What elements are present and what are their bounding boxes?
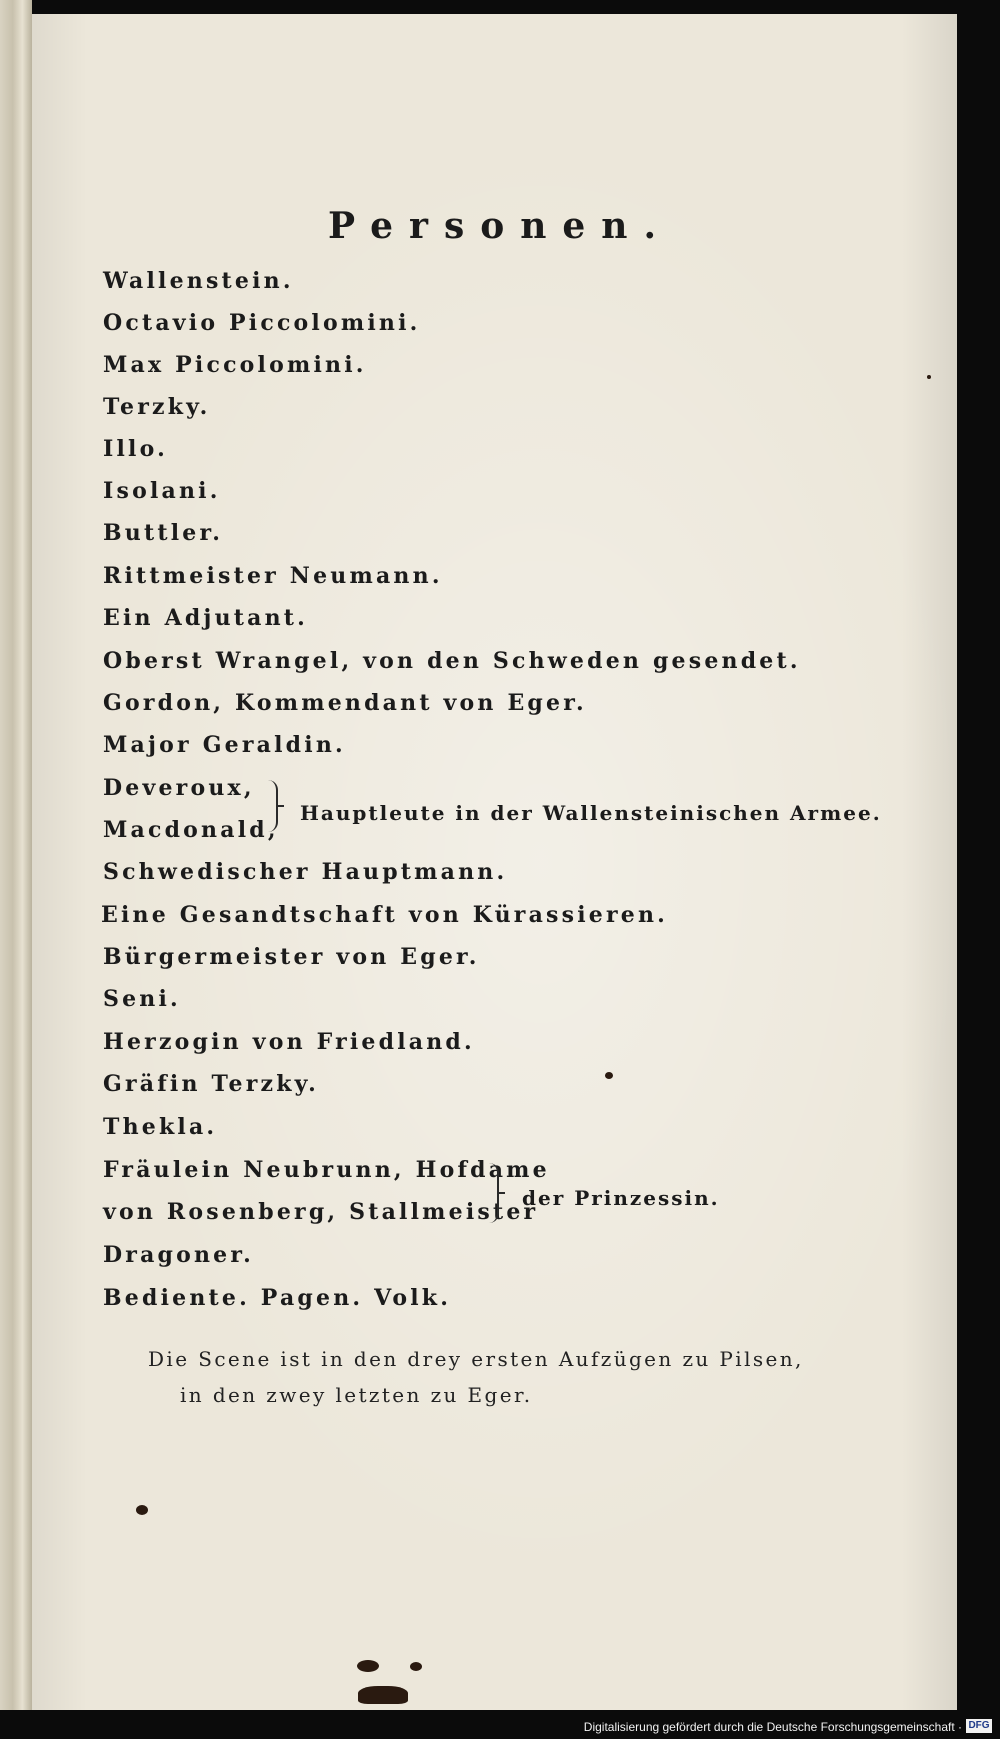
dfg-logo: DFG bbox=[966, 1719, 992, 1733]
princess-group-note: der Prinzessin. bbox=[522, 1186, 720, 1210]
princess-brace-tip bbox=[499, 1192, 505, 1194]
character-entry: Schwedischer Hauptmann. bbox=[103, 859, 508, 885]
character-entry: Major Geraldin. bbox=[103, 732, 346, 758]
character-entry: Bediente. Pagen. Volk. bbox=[103, 1285, 452, 1311]
officers-brace bbox=[266, 780, 278, 832]
character-entry: Bürgermeister von Eger. bbox=[103, 944, 480, 970]
character-entry: Rittmeister Neumann. bbox=[103, 563, 443, 589]
character-entry: Seni. bbox=[103, 986, 181, 1012]
character-entry: Isolani. bbox=[103, 478, 221, 504]
ink-stain bbox=[357, 1660, 379, 1672]
character-entry: Wallenstein. bbox=[103, 268, 294, 294]
character-entry: Oberst Wrangel, von den Schweden gesendet. bbox=[103, 648, 801, 674]
character-entry: Gräfin Terzky. bbox=[103, 1071, 319, 1097]
character-entry: Herzogin von Friedland. bbox=[103, 1029, 475, 1055]
funding-credit: Digitalisierung gefördert durch die Deutsche Forschungsgemeinschaft · bbox=[583, 1720, 962, 1734]
character-entry: von Rosenberg, Stallmeister bbox=[103, 1199, 539, 1225]
character-entry: Fräulein Neubrunn, Hofdame bbox=[103, 1157, 550, 1183]
character-entry: Dragoner. bbox=[103, 1242, 255, 1268]
princess-brace bbox=[487, 1163, 499, 1223]
character-entry: Buttler. bbox=[103, 520, 224, 546]
character-entry: Deveroux, bbox=[103, 775, 255, 801]
ink-stain bbox=[410, 1662, 422, 1671]
scene-note-line-2: in den zwey letzten zu Eger. bbox=[180, 1383, 533, 1407]
footer-bar bbox=[0, 1713, 1000, 1739]
character-entry: Max Piccolomini. bbox=[103, 352, 367, 378]
officers-group-note: Hauptleute in der Wallensteinischen Armee. bbox=[300, 801, 882, 825]
character-entry: Ein Adjutant. bbox=[103, 605, 309, 631]
character-entry: Thekla. bbox=[103, 1114, 218, 1140]
ink-speck bbox=[605, 1072, 613, 1079]
ink-stain bbox=[136, 1505, 148, 1515]
character-entry: Terzky. bbox=[103, 394, 211, 420]
character-entry: Eine Gesandtschaft von Kürassieren. bbox=[101, 902, 669, 928]
character-entry: Octavio Piccolomini. bbox=[103, 310, 421, 336]
officers-brace-tip bbox=[278, 805, 284, 807]
ink-stain bbox=[358, 1686, 408, 1704]
page-heading: Personen. bbox=[327, 205, 673, 247]
scene-note-line-1: Die Scene ist in den drey ersten Aufzügen zu Pilsen, bbox=[148, 1347, 804, 1371]
book-spine-edge bbox=[0, 0, 32, 1710]
ink-speck bbox=[927, 375, 931, 379]
character-entry: Gordon, Kommendant von Eger. bbox=[103, 690, 587, 716]
character-entry: Illo. bbox=[103, 436, 168, 462]
character-entry: Macdonald, bbox=[103, 817, 279, 843]
